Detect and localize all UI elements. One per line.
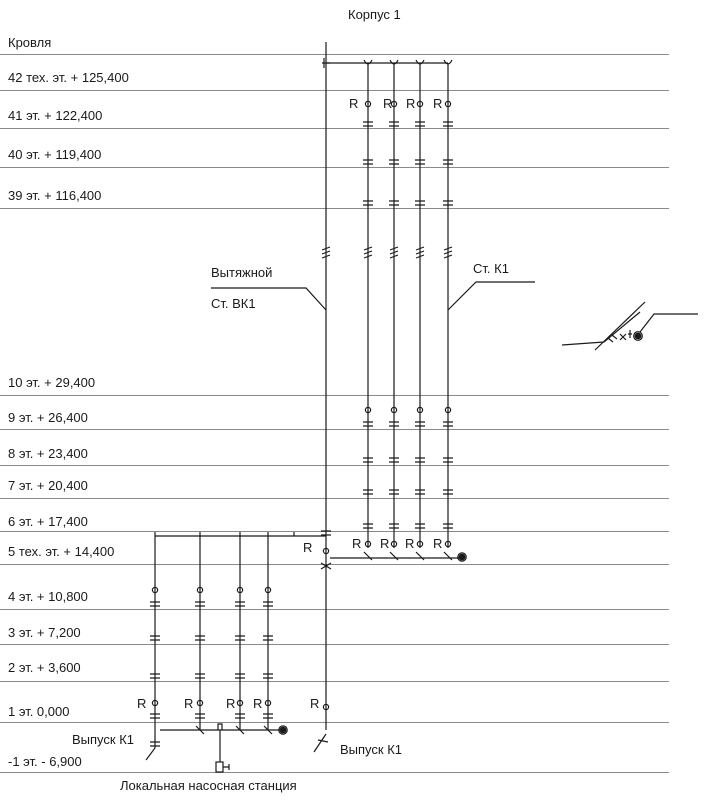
level-label: 8 эт. + 23,400: [8, 446, 88, 461]
level-label: 39 эт. + 116,400: [8, 188, 102, 203]
revision-mark: R: [226, 696, 236, 711]
level-label: 42 тех. эт. + 125,400: [8, 70, 129, 85]
level-label: -1 эт. - 6,900: [8, 754, 82, 769]
revision-mark: R: [433, 536, 443, 551]
fitting-group-middle: [363, 407, 453, 546]
level-label: 4 эт. + 10,800: [8, 589, 88, 604]
riser-k1-leader: [448, 282, 535, 310]
revision-mark: R: [380, 536, 390, 551]
level-label: 10 эт. + 29,400: [8, 375, 96, 390]
collector-endpoint: [459, 554, 465, 560]
outlet-right-label: Выпуск К1: [340, 742, 403, 757]
pump-outlet: [223, 764, 229, 770]
vent-riser-leader: [211, 288, 326, 310]
break-mark: [416, 247, 424, 258]
outlet-fitting: [318, 740, 328, 742]
revision-mark: R: [405, 536, 415, 551]
level-label: 2 эт. + 3,600: [8, 660, 81, 675]
pump-station-label: Локальная насосная станция: [120, 778, 297, 793]
level-label: 6 эт. + 17,400: [8, 514, 88, 529]
revision-mark: R: [383, 96, 393, 111]
break-mark: [364, 247, 372, 258]
fitting-group-lower: [150, 587, 273, 718]
outlet-pipe-left: [146, 748, 155, 760]
branch-fitting: [364, 552, 452, 560]
outlet-left-label: Выпуск К1: [72, 732, 135, 747]
break-mark: [444, 247, 452, 258]
vent-riser-label: Вытяжной: [211, 265, 273, 280]
level-label: 7 эт. + 20,400: [8, 478, 88, 493]
building-title: Корпус 1: [348, 7, 401, 22]
pump-fitting: [218, 724, 222, 730]
revision-mark: R: [137, 696, 147, 711]
level-label: 40 эт. + 119,400: [8, 147, 102, 162]
revision-mark: R: [303, 540, 313, 555]
fitting-group-upper: [363, 122, 453, 205]
break-mark: [390, 247, 398, 258]
riser-k1-label: Ст. К1: [473, 261, 509, 276]
level-label: Кровля: [8, 35, 52, 50]
revision-mark: R: [406, 96, 416, 111]
break-mark: [322, 247, 330, 258]
level-label: 3 эт. + 7,200: [8, 625, 81, 640]
revision-mark: R: [184, 696, 194, 711]
revision-mark: R: [310, 696, 320, 711]
collector-endpoint: [280, 727, 286, 733]
level-label: 9 эт. + 26,400: [8, 410, 88, 425]
level-label: 5 тех. эт. + 14,400: [8, 544, 115, 559]
revision-mark: R: [433, 96, 443, 111]
level-label: 41 эт. + 122,400: [8, 108, 103, 123]
revision-mark: R: [349, 96, 359, 111]
detail-symbol: [562, 302, 698, 350]
level-label: 1 эт. 0,000: [8, 704, 70, 719]
vent-riser-code-label: Ст. ВК1: [211, 296, 256, 311]
outlet-pipe-right: [314, 734, 326, 752]
revision-mark: R: [352, 536, 362, 551]
pump-box: [216, 762, 223, 772]
revision-mark: R: [253, 696, 263, 711]
